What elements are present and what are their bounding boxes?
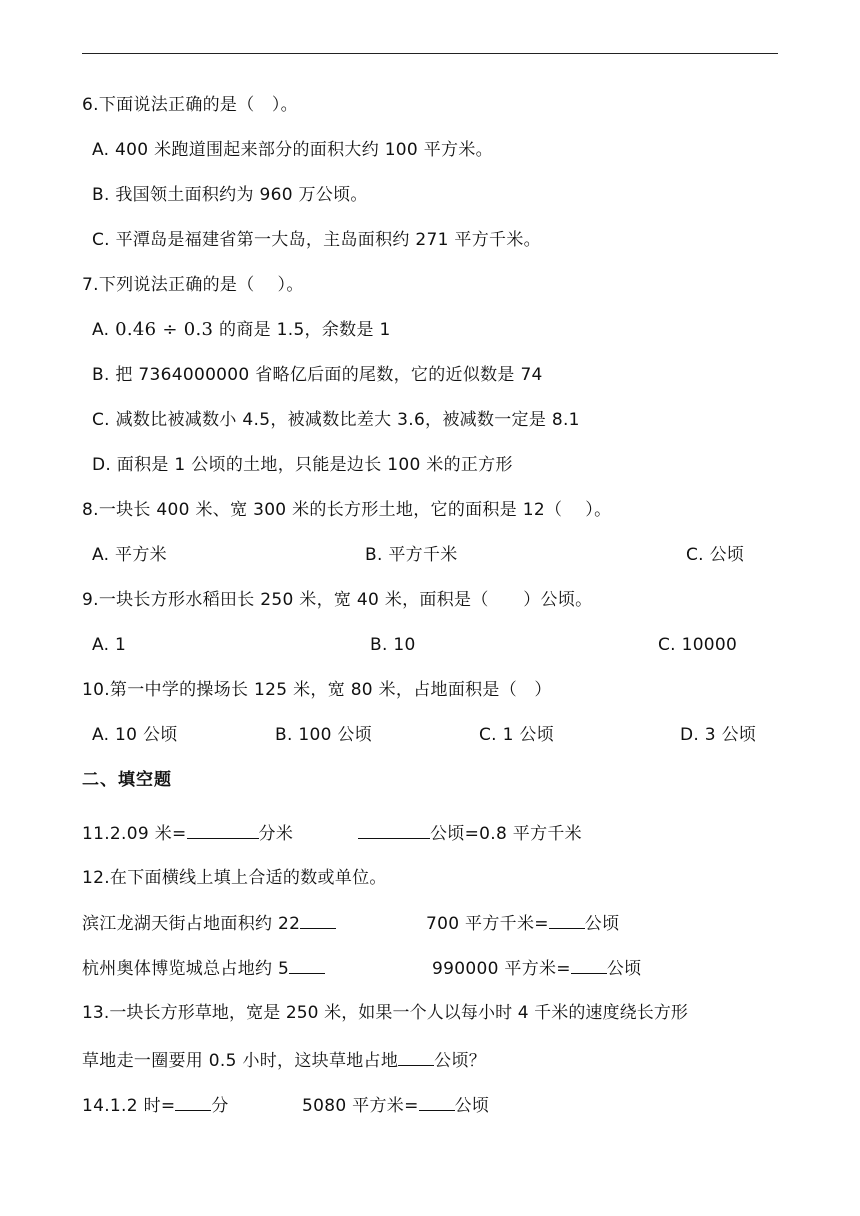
question-13-line2-prefix: 草地走一圈要用 0.5 小时，这块草地占地 [82, 1051, 399, 1071]
question-6-option-c: C. 平潭岛是福建省第一大岛，主岛面积约 271 平方千米。 [92, 230, 541, 250]
question-9-option-b: B. 10 [370, 635, 416, 655]
question-7-option-a-math: 0.46 ÷ 0.3 [115, 319, 214, 340]
question-12-row2-left [82, 957, 325, 980]
answer-blank[interactable] [300, 912, 336, 929]
question-10-option-d: D. 3 公顷 [680, 725, 757, 745]
question-7-option-a-label: A. [92, 320, 110, 340]
question-13-line1: 13.一块长方形草地，宽是 250 米，如果一个人以每小时 4 千米的速度绕长方形 [82, 1003, 689, 1023]
question-12-row1-right-suffix: 公顷 [584, 914, 620, 934]
question-14-part2 [302, 1094, 489, 1117]
question-12-stem: 12.在下面横线上填上合适的数或单位。 [82, 868, 387, 888]
question-7-option-b: B. 把 7364000000 省略亿后面的尾数，它的近似数是 74 [92, 365, 543, 385]
question-7-option-a [92, 319, 391, 341]
answer-blank[interactable] [398, 1049, 434, 1066]
question-10-option-c: C. 1 公顷 [479, 725, 554, 745]
answer-blank[interactable] [175, 1094, 211, 1111]
question-12-row1-left [82, 912, 336, 935]
question-7-option-d: D. 面积是 1 公顷的土地，只能是边长 100 米的正方形 [92, 455, 513, 475]
answer-blank[interactable] [289, 957, 325, 974]
question-6-option-a: A. 400 米跑道围起来部分的面积大约 100 平方米。 [92, 140, 493, 160]
question-12-row2-right [432, 957, 641, 980]
question-8-option-a: A. 平方米 [92, 545, 167, 565]
question-14-part1 [82, 1094, 229, 1117]
question-13-line2-suffix: 公顷？ [434, 1051, 487, 1071]
question-14-part1-prefix: 14.1.2 时= [82, 1096, 176, 1116]
answer-blank[interactable] [187, 822, 259, 839]
section-heading-fill-in: 二、填空题 [82, 770, 172, 790]
question-12-row1-right [426, 912, 619, 935]
question-14-part2-suffix: 公顷 [454, 1096, 490, 1116]
question-7-stem: 7.下列说法正确的是（ ）。 [82, 275, 304, 295]
question-6-option-b: B. 我国领土面积约为 960 万公顷。 [92, 185, 368, 205]
question-8-stem: 8.一块长 400 米、宽 300 米的长方形土地，它的面积是 12（ ）。 [82, 500, 612, 520]
question-8-option-c: C. 公顷 [686, 545, 745, 565]
question-14-part2-prefix: 5080 平方米= [302, 1096, 419, 1116]
answer-blank[interactable] [549, 912, 585, 929]
answer-blank[interactable] [571, 957, 607, 974]
question-14-part1-suffix: 分 [211, 1096, 229, 1116]
question-12-row1-right-prefix: 700 平方千米= [426, 914, 549, 934]
question-12-row2-left-text: 杭州奥体博览城总占地约 5 [82, 959, 290, 979]
question-12-row2-right-prefix: 990000 平方米= [432, 959, 571, 979]
question-8-option-b: B. 平方千米 [365, 545, 458, 565]
answer-blank[interactable] [358, 822, 430, 839]
question-11-part1-prefix: 11.2.09 米= [82, 824, 187, 844]
question-10-option-b: B. 100 公顷 [275, 725, 373, 745]
question-7-option-c: C. 减数比被减数小 4.5，被减数比差大 3.6，被减数一定是 8.1 [92, 410, 580, 430]
question-11 [82, 822, 293, 845]
question-9-option-a: A. 1 [92, 635, 127, 655]
question-7-option-a-text: 的商是 1.5，余数是 1 [219, 320, 391, 340]
question-12-row1-left-text: 滨江龙湖天街占地面积约 22 [82, 914, 301, 934]
question-12-row2-right-suffix: 公顷 [606, 959, 642, 979]
question-6-stem: 6.下面说法正确的是（ ）。 [82, 95, 298, 115]
answer-blank[interactable] [419, 1094, 455, 1111]
header-rule [82, 53, 778, 54]
question-13-line2 [82, 1049, 486, 1072]
question-10-stem: 10.第一中学的操场长 125 米，宽 80 米，占地面积是（ ） [82, 680, 552, 700]
question-10-option-a: A. 10 公顷 [92, 725, 178, 745]
question-11-part2 [358, 822, 582, 845]
question-11-part2-suffix: 公顷=0.8 平方千米 [430, 824, 582, 844]
question-9-stem: 9.一块长方形水稻田长 250 米，宽 40 米，面积是（ ）公顷。 [82, 590, 593, 610]
question-11-part1-suffix: 分米 [258, 824, 294, 844]
question-9-option-c: C. 10000 [658, 635, 738, 655]
